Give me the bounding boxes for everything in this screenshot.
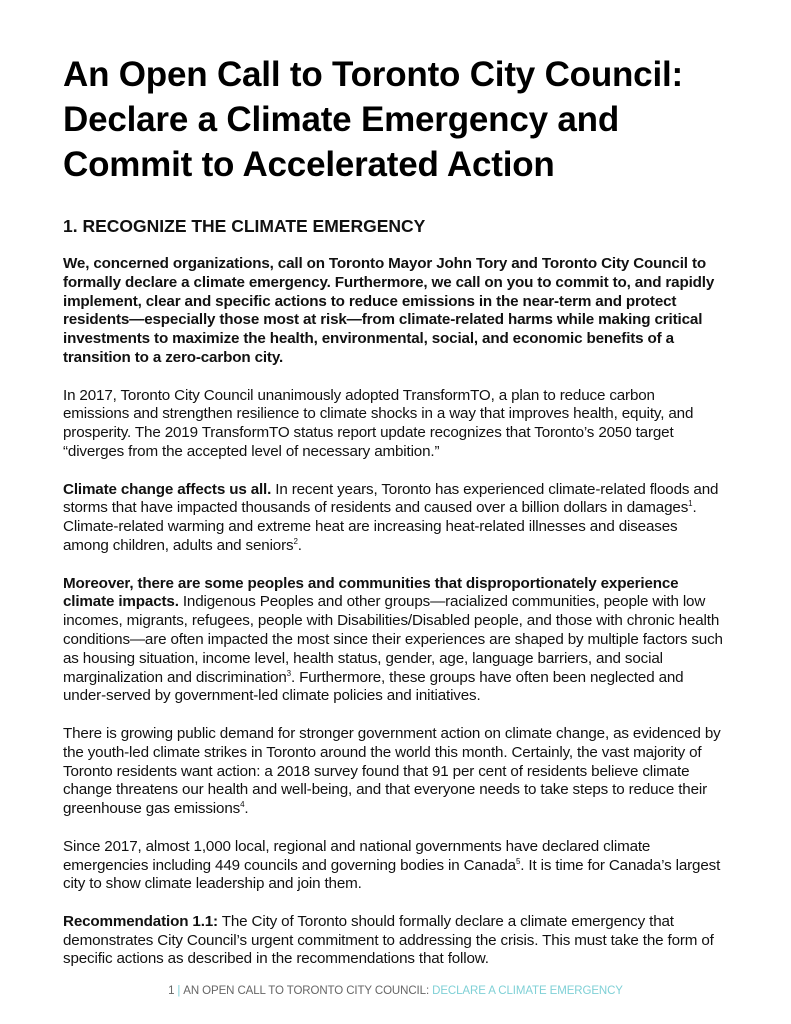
title-line-2: Declare a Climate Emergency and xyxy=(63,100,620,139)
footer-subtitle: DECLARE A CLIMATE EMERGENCY xyxy=(432,985,623,997)
affects-all-paragraph: Climate change affects us all. In recent years, Toronto has experienced climate-related floods and storms that have impacted thousands of residents and caused over a billion dollars in damages$^1$. Climate-related warming and extreme heat are increasing heat-related illnesses and diseases among children, adults and seniors$^2$. xyxy=(63,480,719,554)
document-title xyxy=(63,52,723,187)
page-footer xyxy=(0,984,791,998)
footnote-ref-3: 3 xyxy=(286,668,291,678)
recommendation-label: Recommendation 1.1: xyxy=(63,912,218,930)
document-page xyxy=(63,52,723,969)
footer-separator: | xyxy=(177,985,181,997)
paragraph-lead: Moreover, there are some peoples and communities that disproportionately experience climate impacts. xyxy=(63,574,679,611)
title-line-1: An Open Call to Toronto City Council: xyxy=(63,55,683,94)
footnote-ref-4: 4 xyxy=(240,800,245,810)
public-demand-paragraph: There is growing public demand for stronger government action on climate change, as evidenced by the youth-led climate strikes in Toronto around the world this month. Certainly, the vast majority of Toronto residents want action: a 2018 survey found that 91 per cent of residents believe climate change threatens our health and well-being, and that everyone needs to take steps to reduce their greenhouse gas emissions$^4$. xyxy=(63,724,721,818)
since-2017-paragraph: Since 2017, almost 1,000 local, regional and national governments have declared climate emergencies including 449 councils and governing bodies in Canada$^5$. It is time for Canada’s largest city to show climate leadership and join them. xyxy=(63,837,721,893)
footnote-ref-5: 5 xyxy=(515,856,521,866)
recommendation-paragraph: Recommendation 1.1: The City of Toronto should formally declare a climate emergency that demonstrates City Council’s urgent commitment to addressing the crisis. This must take the form of specific actions as described in the recommendations that follow. xyxy=(63,912,714,968)
paragraph-lead: Climate change affects us all. xyxy=(63,480,272,498)
transformto-paragraph: In 2017, Toronto City Council unanimously adopted TransformTO, a plan to reduce carbon emissions and strengthen resilience to climate shocks in a way that improves health, equity, and prosperity. The 2019 TransformTO status report update recognizes that Toronto’s 2050 target “diverges from the accepted level of necessary ambition.” xyxy=(63,386,694,460)
footnote-ref-2: 2 xyxy=(293,536,298,546)
title-line-3: Commit to Accelerated Action xyxy=(63,145,555,184)
footnote-ref-1: 1 xyxy=(688,499,693,509)
intro-paragraph: We, concerned organizations, call on Toronto Mayor John Tory and Toronto City Council to formally declare a climate emergency. Furthermore, we call on you to commit to, and rapidly implement, clear and specific actions to reduce emissions in the near-term and protect residents—especially those most at risk—from climate-related harms while making critical investments to maximize the health, environmental, social, and economic benefits of a transition to a zero-carbon city. xyxy=(63,255,715,366)
page-number: 1 xyxy=(168,985,175,997)
section-heading: 1. RECOGNIZE THE CLIMATE EMERGENCY xyxy=(63,216,426,236)
disproportionate-paragraph: Moreover, there are some peoples and communities that disproportionately experience climate impacts. Indigenous Peoples and other groups—racialized communities, people with low incomes, migrants, refugees, people with Disabilities/Disabled people, and those with chronic health conditions—are often impacted the most since their experiences are shaped by multiple factors such as housing situation, income level, health status, gender, age, language barriers, and social marginalization and discrimination$^3$. Furthermore, these groups have often been neglected and under-served by government-led climate policies and initiatives. xyxy=(63,574,723,705)
footer-title: AN OPEN CALL TO TORONTO CITY COUNCIL: xyxy=(183,985,430,997)
